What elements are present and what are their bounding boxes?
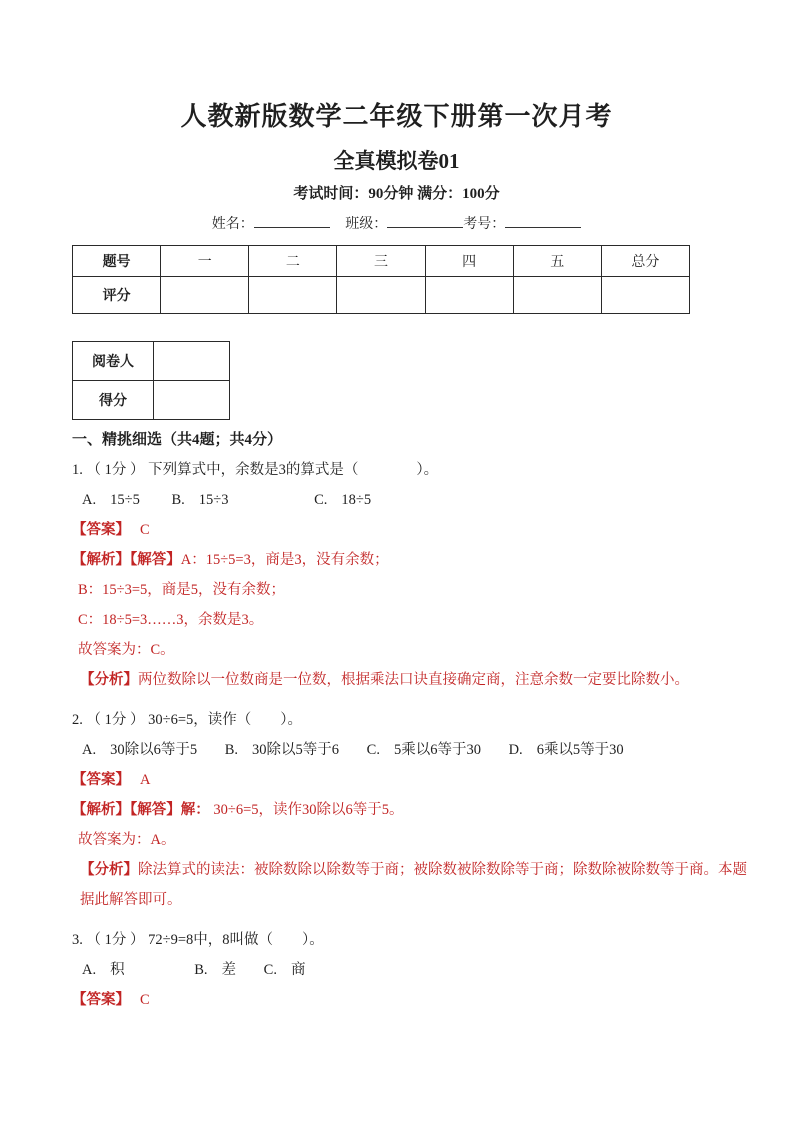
name-line — [72, 212, 721, 237]
score-table-header-cell: 题号 — [73, 246, 161, 277]
question-2-analysis-line: 【分析】除法算式的读法：被除数除以除数等于商；被除数被除数除等于商；除数除被除数等于商。本题据此解答即可。 — [80, 862, 747, 908]
question-3-option-a: A. 积 — [82, 962, 125, 978]
question-2 — [72, 705, 748, 915]
question-1-option-b: B. 15÷3 — [171, 492, 229, 508]
question-2-options — [72, 735, 748, 765]
class-blank — [387, 212, 463, 228]
question-1-stem: 1. （ 1分 ） 下列算式中，余数是3的算式是（ ）。 — [72, 462, 439, 478]
score-table-header-cell: 一 — [161, 246, 249, 277]
question-2-option-c: C. 5乘以6等于30 — [366, 742, 481, 758]
score-cell — [154, 381, 230, 420]
score-cell — [161, 277, 249, 314]
score-table-header-cell: 二 — [249, 246, 337, 277]
score-table-score-row — [73, 277, 690, 314]
question-2-explanation-line: 【解析】【解答】解： 30÷6=5，读作30除以6等于5。 — [72, 802, 404, 818]
grader-table — [72, 341, 230, 420]
grader-row — [73, 342, 230, 381]
question-3-stem: 3. （ 1分 ） 72÷9=8中，8叫做（ ）。 — [72, 932, 324, 948]
name-label: 姓名： — [211, 217, 254, 232]
question-3-options — [72, 955, 748, 985]
score-table-header-cell: 四 — [425, 246, 513, 277]
question-1 — [72, 455, 748, 695]
score-cell — [601, 277, 689, 314]
grader-cell — [154, 342, 230, 381]
question-1-options — [72, 485, 748, 515]
exam-subtitle: 全真模拟卷01 — [333, 149, 460, 173]
question-2-answer: 【答案】 A — [72, 772, 151, 788]
question-1-explanation-line: 【解析】【解答】A：15÷5=3，商是3，没有余数； — [72, 552, 389, 568]
name-blank — [254, 212, 330, 228]
score-table-header-cell: 三 — [337, 246, 425, 277]
question-1-option-c: C. 18÷5 — [314, 492, 372, 508]
question-1-explanation-line: B：15÷3=5，商是5，没有余数； — [78, 582, 286, 598]
question-2-explanation-line: 故答案为：A。 — [78, 832, 176, 848]
exam-info: 考试时间：90分钟 满分：100分 — [293, 186, 500, 202]
score-label: 得分 — [73, 381, 154, 420]
question-3-answer: 【答案】 C — [72, 992, 150, 1008]
score-cell — [249, 277, 337, 314]
grader-label: 阅卷人 — [73, 342, 154, 381]
score-row — [73, 381, 230, 420]
question-2-option-d: D. 6乘以5等于30 — [508, 742, 624, 758]
question-2-option-a: A. 30除以6等于5 — [82, 742, 198, 758]
score-table-header-cell: 总分 — [601, 246, 689, 277]
score-cell — [513, 277, 601, 314]
score-cell — [337, 277, 425, 314]
question-3 — [72, 925, 748, 1015]
score-table — [72, 245, 690, 314]
score-cell — [425, 277, 513, 314]
question-3-option-b: B. 差 — [194, 962, 237, 978]
question-1-answer: 【答案】 C — [72, 522, 150, 538]
score-table-header-cell: 五 — [513, 246, 601, 277]
question-1-explanation-line: C：18÷5=3……3，余数是3。 — [78, 612, 264, 628]
exam-header — [72, 100, 721, 237]
score-row-label: 评分 — [73, 277, 161, 314]
question-3-option-c: C. 商 — [263, 962, 306, 978]
question-2-stem: 2. （ 1分 ） 30÷6=5，读作（ ）。 — [72, 712, 303, 728]
score-table-header-row — [73, 246, 690, 277]
question-1-analysis-line: 【分析】两位数除以一位数商是一位数，根据乘法口诀直接确定商，注意余数一定要比除数小。 — [80, 672, 689, 688]
question-1-option-a: A. 15÷5 — [82, 492, 140, 508]
examno-label: 考号： — [463, 217, 506, 232]
question-2-option-b: B. 30除以5等于6 — [224, 742, 340, 758]
question-1-explanation-line: 故答案为：C。 — [78, 642, 175, 658]
section-heading: 一、精挑细选（共4题；共4分） — [72, 432, 283, 448]
class-label: 班级： — [345, 217, 388, 232]
examno-blank — [505, 212, 581, 228]
exam-title: 人教新版数学二年级下册第一次月考 — [180, 102, 613, 131]
